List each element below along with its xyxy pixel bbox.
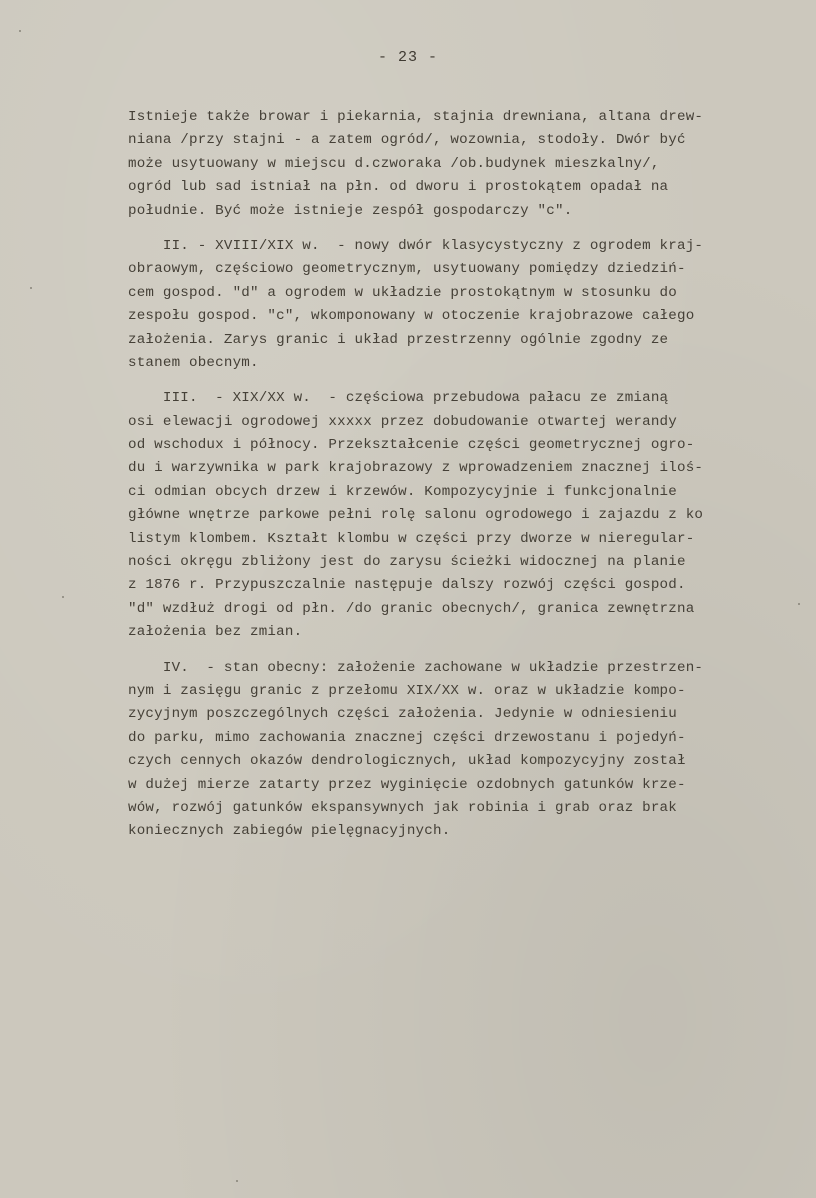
text-line: południe. Być może istnieje zespół gospodarczy "c".: [128, 202, 573, 219]
text-line: koniecznych zabiegów pielęgnacyjnych.: [128, 823, 451, 840]
text-line: w dużej mierze zatarty przez wyginięcie ozdobnych gatunków krze-: [128, 776, 686, 793]
text-line: III. - XIX/XX w. - częściowa przebudowa pałacu ze zmianą: [128, 390, 669, 407]
speck: [236, 1180, 238, 1182]
text-line: z 1876 r. Przypuszczalnie następuje dalszy rozwój części gospod.: [128, 577, 686, 594]
text-line: II. - XVIII/XIX w. - nowy dwór klasycystyczny z ogrodem kraj-: [128, 237, 704, 254]
text-line: od wschodux i północy. Przekształcenie części geometrycznej ogro-: [128, 437, 695, 454]
text-line: zycyjnym poszczególnych części założenia. Jedynie w odniesieniu: [128, 706, 677, 723]
text-line: ci odmian obcych drzew i krzewów. Kompozycyjnie i funkcjonalnie: [128, 483, 677, 500]
text-line: założenia. Zarys granic i układ przestrzenny ogólnie zgodny ze: [128, 331, 669, 348]
text-line: główne wnętrze parkowe pełni rolę salonu ogrodowego i zajazdu z ko: [128, 507, 704, 524]
text-line: czych cennych okazów dendrologicznych, układ kompozycyjny został: [128, 753, 686, 770]
page-number: - 23 -: [377, 49, 438, 66]
text-line: cem gospod. "d" a ogrodem w układzie prostokątnym w stosunku do: [128, 284, 677, 301]
text-line: nym i zasięgu granic z przełomu XIX/XX w. oraz w układzie kompo-: [128, 682, 686, 699]
text-line: IV. - stan obecny: założenie zachowane w układzie przestrzen-: [128, 659, 704, 676]
text-line: założenia bez zmian.: [128, 624, 303, 641]
text-line: może usytuowany w miejscu d.czworaka /ob.budynek mieszkalny/,: [128, 155, 660, 172]
paragraph-2: [128, 235, 808, 375]
text-line: listym klombem. Kształt klombu w części przy dworze w nieregular-: [128, 530, 695, 547]
text-line: ności okręgu zbliżony jest do zarysu ścieżki widocznej na planie: [128, 554, 686, 571]
text-line: zespołu gospod. "c", wkomponowany w otoczenie krajobrazowe całego: [128, 308, 695, 325]
text-line: du i warzywnika w park krajobrazowy z wprowadzeniem znacznej iloś-: [128, 460, 704, 477]
text-line: Istnieje także browar i piekarnia, stajnia drewniana, altana drew-: [128, 109, 704, 125]
paragraph-4: [128, 657, 808, 844]
paragraph-gap: [128, 223, 808, 235]
text-line: do parku, mimo zachowania znacznej części drzewostanu i pojedyń-: [128, 729, 686, 746]
speck: [798, 603, 800, 605]
text-line: osi elewacji ogrodowej xxxxx przez dobudowanie otwartej werandy: [128, 413, 677, 430]
text-line: stanem obecnym.: [128, 354, 259, 371]
text-line: "d" wzdłuż drogi od płn. /do granic obecnych/, granica zewnętrzna: [128, 600, 695, 617]
paragraph-3: [128, 387, 808, 644]
speck: [19, 30, 21, 32]
text-line: ogród lub sad istniał na płn. od dworu i prostokątem opadał na: [128, 179, 669, 196]
text-line: niana /przy stajni - a zatem ogród/, wozownia, stodoły. Dwór być: [128, 132, 686, 149]
paragraph-1: [128, 106, 808, 223]
paragraph-gap: [128, 645, 808, 657]
speck: [30, 287, 32, 289]
body-text: [128, 106, 808, 844]
speck: [62, 596, 64, 598]
paragraph-gap: [128, 375, 808, 387]
text-line: wów, rozwój gatunków ekspansywnych jak robinia i grab oraz brak: [128, 799, 677, 816]
text-line: obraowym, częściowo geometrycznym, usytuowany pomiędzy dziedziń-: [128, 261, 686, 278]
